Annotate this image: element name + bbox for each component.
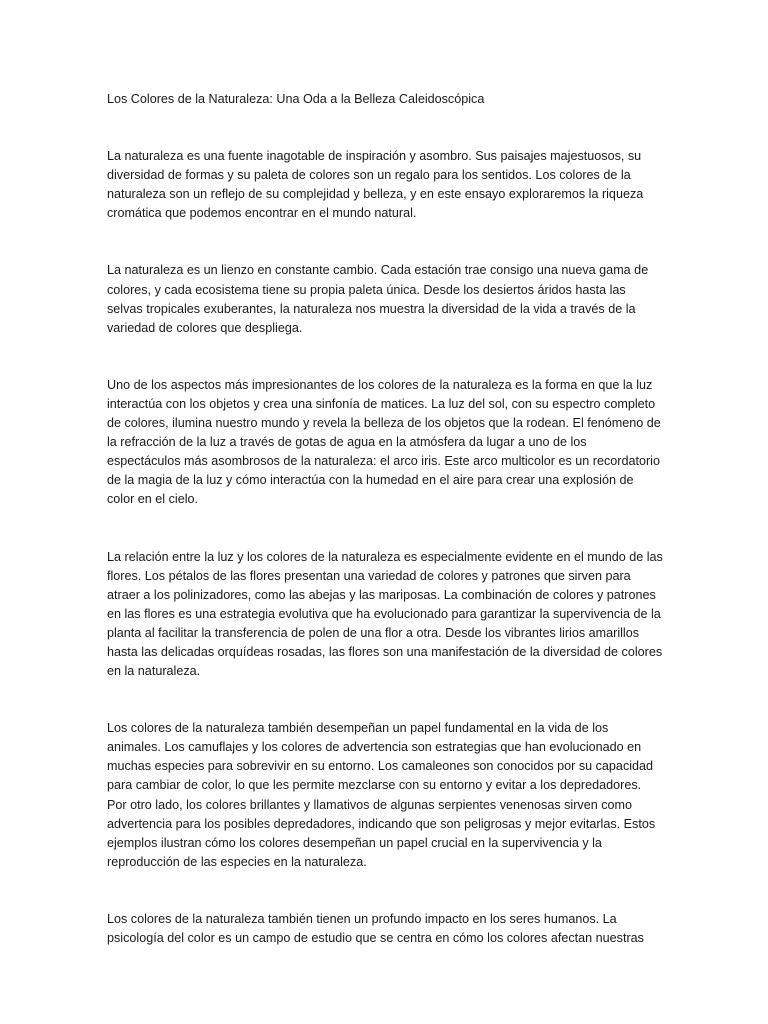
document-page <box>107 90 663 986</box>
paragraph-6: Los colores de la naturaleza también tienen un profundo impacto en los seres humanos. La psicología del color es un campo de estudio que se centra en cómo los colores afectan nuestras <box>107 911 644 945</box>
paragraph-2: La naturaleza es un lienzo en constante cambio. Cada estación trae consigo una nueva gama de colores, y cada ecosistema tiene su propia paleta única. Desde los desiertos áridos hasta las selvas tropicales exuberantes, la naturaleza nos muestra la diversidad de la vida a través de la variedad de colores que despliega. <box>107 263 649 335</box>
paragraph-5: Los colores de la naturaleza también desempeñan un papel fundamental en la vida de los animales. Los camuflajes y los colores de advertencia son estrategias que han evolucionado en muchas especies para sobrevivir en su entorno. Los camaleones son conocidos por su capacidad para cambiar de color, lo que les permite mezclarse con su entorno y evitar a los depredadores. Por otro lado, los colores brillantes y llamativos de algunas serpientes venenosas sirven como advertencia para los posibles depredadores, indicando que son peligrosas y mejor evitarlas. Estos ejemplos ilustran cómo los colores desempeñan un papel crucial en la supervivencia y la reproducción de las especies en la naturaleza. <box>107 721 656 869</box>
paragraph-4: La relación entre la luz y los colores de la naturaleza es especialmente evidente en el mundo de las flores. Los pétalos de las flores presentan una variedad de colores y patrones que sirven para atraer a los polinizadores, como las abejas y las mariposas. La combinación de colores y patrones en las flores es una estrategia evolutiva que ha evolucionado para garantizar la supervivencia de la planta al facilitar la transferencia de polen de una flor a otra. Desde los vibrantes lirios amarillos hasta las delicadas orquídeas rosadas, las flores son una manifestación de la diversidad de colores en la naturaleza. <box>107 549 663 679</box>
document-title: Los Colores de la Naturaleza: Una Oda a la Belleza Caleidoscópica <box>107 92 485 106</box>
paragraph-1: La naturaleza es una fuente inagotable de inspiración y asombro. Sus paisajes majestuosos, su diversidad de formas y su paleta de colores son un regalo para los sentidos. Los colores de la naturaleza son un reflejo de su complejidad y belleza, y en este ensayo exploraremos la riqueza cromática que podemos encontrar en el mundo natural. <box>107 149 644 221</box>
paragraph-3: Uno de los aspectos más impresionantes de los colores de la naturaleza es la forma en que la luz interactúa con los objetos y crea una sinfonía de matices. La luz del sol, con su espectro completo de colores, ilumina nuestro mundo y revela la belleza de los objetos que la rodean. El fenómeno de la refracción de la luz a través de gotas de agua en la atmósfera da lugar a uno de los espectáculos más asombrosos de la naturaleza: el arco iris. Este arco multicolor es un recordatorio de la magia de la luz y cómo interactúa con la humedad en el aire para crear una explosión de color en el cielo. <box>107 377 661 507</box>
